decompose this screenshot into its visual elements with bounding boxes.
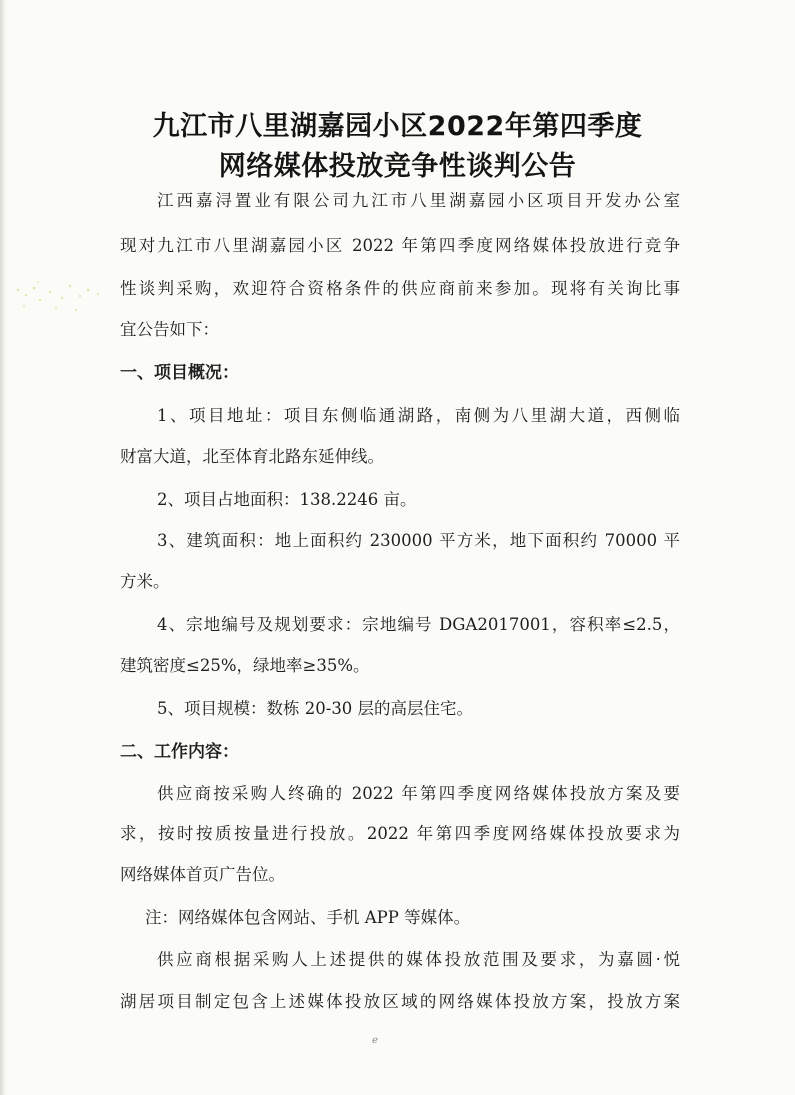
section-2-paragraph-1-line-2: 求，按时按质按量进行投放。2022 年第四季度网络媒体投放要求为 bbox=[120, 824, 680, 843]
section-2-paragraph-1-line-1: 供应商按采购人终确的 2022 年第四季度网络媒体投放方案及要 bbox=[157, 784, 680, 803]
section-2-paragraph-1-line-3: 网络媒体首页广告位。 bbox=[120, 865, 285, 884]
section-1-item-4-line-1: 4、宗地编号及规划要求：宗地编号 DGA2017001，容积率≤2.5， bbox=[157, 615, 680, 634]
title-line-1: 九江市八里湖嘉园小区2022年第四季度 bbox=[152, 111, 643, 142]
section-2-heading: 二、工作内容： bbox=[120, 742, 239, 762]
title-line-2: 网络媒体投放竞争性谈判公告 bbox=[218, 151, 577, 182]
intro-line-3: 性谈判采购，欢迎符合资格条件的供应商前来参加。现将有关询比事 bbox=[120, 279, 680, 298]
section-1-item-2: 2、项目占地面积：138.2246 亩。 bbox=[157, 490, 417, 509]
section-2-paragraph-2-line-2: 湖居项目制定包含上述媒体投放区域的网络媒体投放方案，投放方案 bbox=[120, 992, 680, 1011]
section-1-item-4-line-2: 建筑密度≤25%，绿地率≥35%。 bbox=[120, 656, 370, 675]
section-2-note: 注：网络媒体包含网站、手机 APP 等媒体。 bbox=[145, 908, 471, 927]
section-1-item-3-line-1: 3、建筑面积：地上面积约 230000 平方米，地下面积约 70000 平 bbox=[157, 531, 680, 550]
intro-line-4: 宜公告如下： bbox=[120, 320, 219, 339]
section-1-item-1-line-1: 1、项目地址：项目东侧临通湖路，南侧为八里湖大道，西侧临 bbox=[157, 406, 680, 425]
scan-speckles bbox=[10, 270, 120, 330]
intro-line-1: 江西嘉浔置业有限公司九江市八里湖嘉园小区项目开发办公室 bbox=[157, 191, 680, 210]
section-1-item-3-line-2: 方米。 bbox=[120, 572, 170, 591]
section-1-item-1-line-2: 财富大道，北至体育北路东延伸线。 bbox=[120, 447, 384, 466]
intro-line-2: 现对九江市八里湖嘉园小区 2022 年第四季度网络媒体投放进行竞争 bbox=[120, 236, 680, 255]
section-1-heading: 一、项目概况： bbox=[120, 363, 239, 383]
section-1-item-5: 5、项目规模：数栋 20-30 层的高层住宅。 bbox=[157, 699, 474, 718]
footer-scan-mark: ℯ bbox=[372, 1035, 378, 1046]
section-2-paragraph-2-line-1: 供应商根据采购人上述提供的媒体投放范围及要求，为嘉圆·悦 bbox=[157, 950, 680, 969]
